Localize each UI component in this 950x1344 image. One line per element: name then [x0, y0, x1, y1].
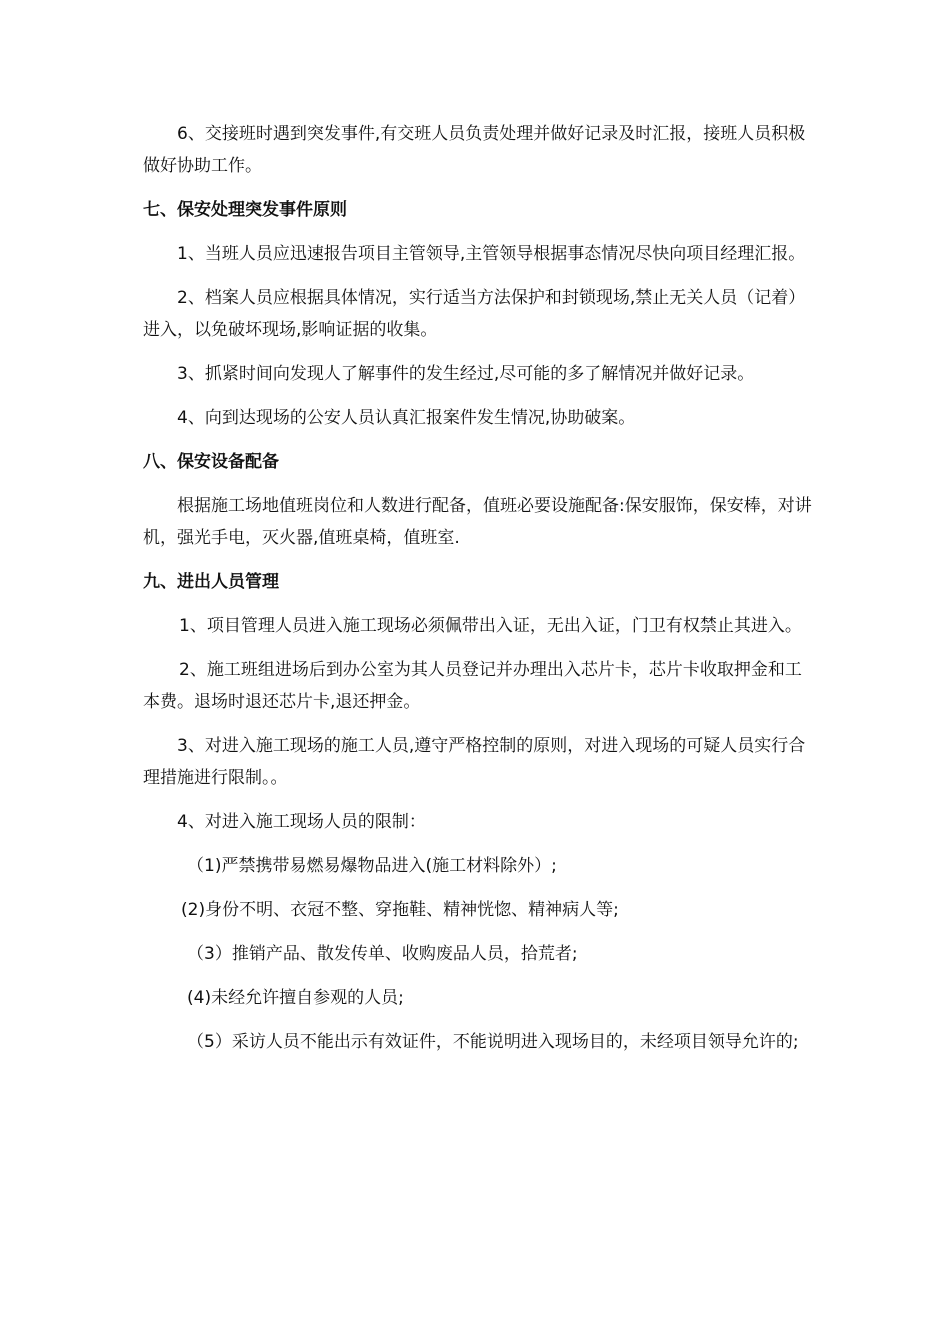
paragraph-equipment-list: 根据施工场地值班岗位和人数进行配备，值班必要设施配备:保安服饰，保安棒，对讲机，强光手电，灭火器,值班桌椅，值班室. [143, 496, 812, 548]
paragraph-strict-control: 3、对进入施工现场的施工人员,遵守严格控制的原则，对进入现场的可疑人员实行合理措施进行限制。。 [143, 736, 806, 788]
restriction-item-3: （3）推销产品、散发传单、收购废品人员，拾荒者; [187, 944, 578, 964]
paragraph-chip-card: 2、施工班组进场后到办公室为其人员登记并办理出入芯片卡，芯片卡收取押金和工本费。退场时退还芯片卡,退还押金。 [143, 660, 802, 712]
paragraph-handover-emergency: 6、交接班时遇到突发事件,有交班人员负责处理并做好记录及时汇报，接班人员积极做好协助工作。 [143, 124, 806, 176]
document-body [143, 118, 815, 1070]
restriction-item-2: (2)身份不明、衣冠不整、穿拖鞋、精神恍惚、精神病人等; [181, 900, 619, 920]
heading-access-management: 九、进出人员管理 [143, 572, 279, 592]
paragraph-report-police: 4、向到达现场的公安人员认真汇报案件发生情况,协助破案。 [177, 408, 636, 428]
restriction-item-4: (4)未经允许擅自参观的人员; [187, 988, 404, 1008]
heading-security-equipment: 八、保安设备配备 [143, 452, 279, 472]
paragraph-restrictions-intro: 4、对进入施工现场人员的限制： [177, 812, 426, 832]
paragraph-investigate: 3、抓紧时间向发现人了解事件的发生经过,尽可能的多了解情况并做好记录。 [177, 364, 755, 384]
restriction-item-5: （5）采访人员不能出示有效证件，不能说明进入现场目的，未经项目领导允许的; [187, 1032, 799, 1052]
paragraph-report-leader: 1、当班人员应迅速报告项目主管领导,主管领导根据事态情况尽快向项目经理汇报。 [177, 244, 806, 264]
restriction-item-1: （1)严禁携带易燃易爆物品进入(施工材料除外）; [187, 856, 557, 876]
paragraph-protect-scene: 2、档案人员应根据具体情况，实行适当方法保护和封锁现场,禁止无关人员（记着）进入，以免破坏现场,影响证据的收集。 [143, 288, 806, 340]
paragraph-access-pass: 1、项目管理人员进入施工现场必须佩带出入证，无出入证，门卫有权禁止其进入。 [179, 616, 802, 636]
heading-emergency-principles: 七、保安处理突发事件原则 [143, 200, 347, 220]
